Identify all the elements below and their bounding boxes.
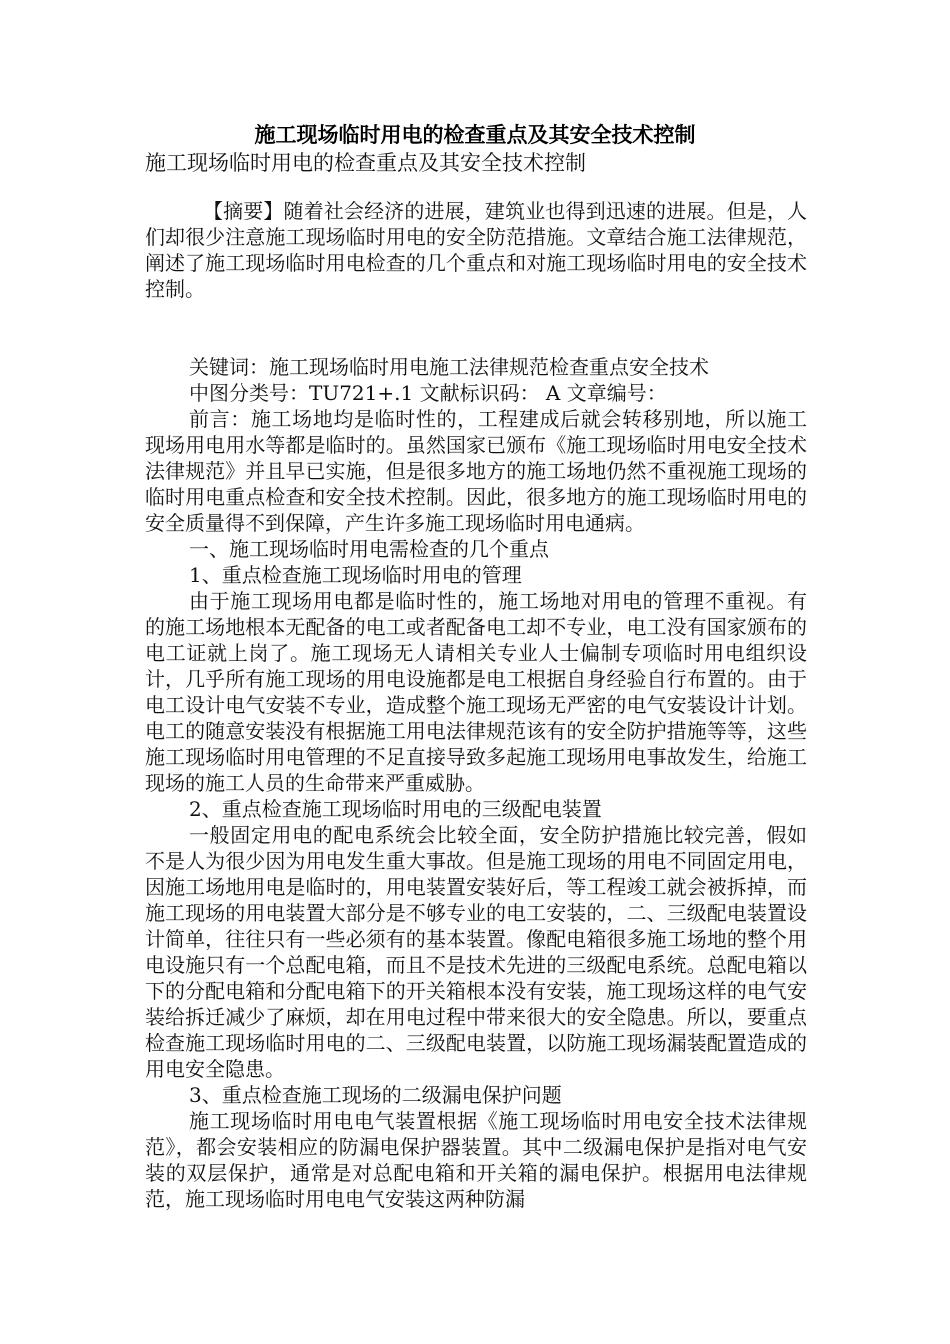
keywords-line: 关键词：施工现场临时用电施工法律规范检查重点安全技术 [189, 355, 709, 379]
subsection-heading-3: 3、重点检查施工现场的二级漏电保护问题 [189, 1083, 562, 1107]
paragraph-spacer [145, 328, 807, 354]
subsection-body-2: 一般固定用电的配电系统会比较全面，安全防护措施比较完善，假如不是人为很少因为用电发生重大事故。但是施工现场的用电不同固定用电，因施工场地用电是临时的，用电装置安装好后，等工程竣工就会被拆掉，而施工现场的用电装置大部分是不够专业的电工安装的，二、三级配电装置设计简单，往往只有一些必须有的基本装置。像配电箱很多施工场地的整个用电设施只有一个总配电箱，而且不是技术先进的三级配电系统。总配电箱以下的分配电箱和分配电箱下的开关箱根本没有安装，施工现场这样的电气安装给拆迁减少了麻烦，却在用电过程中带来很大的安全隐患。所以，要重点检查施工现场临时用电的二、三级配电装置，以防施工现场漏装配置造成的用电安全隐患。 [145, 823, 807, 1081]
document-subtitle: 施工现场临时用电的检查重点及其安全技术控制 [145, 151, 586, 175]
abstract-paragraph: 【摘要】随着社会经济的进展，建筑业也得到迅速的进展。但是，人们却很少注意施工现场临时用电的安全防范措施。文章结合施工法律规范，阐述了施工现场临时用电检查的几个重点和对施工现场临时用电的安全技术控制。 [145, 199, 807, 301]
section-heading-1: 一、施工现场临时用电需检查的几个重点 [189, 537, 549, 561]
classification-line: 中图分类号：TU721+.1 文献标识码： A 文章编号： [189, 381, 667, 405]
document-body [145, 198, 807, 1212]
paragraph-spacer [145, 302, 807, 328]
document-title: 施工现场临时用电的检查重点及其安全技术控制 [254, 123, 696, 147]
preface-paragraph: 前言：施工场地均是临时性的，工程建成后就会转移别地，所以施工现场用电用水等都是临时的。虽然国家已颁布《施工现场临时用电安全技术法律规范》并且早已实施，但是很多地方的施工场地仍然不重视施工现场的临时用电重点检查和安全技术控制。因此，很多地方的施工现场临时用电的安全质量得不到保障，产生许多施工现场临时用电通病。 [145, 407, 807, 535]
subsection-body-3: 施工现场临时用电电气装置根据《施工现场临时用电安全技术法律规范》，都会安装相应的防漏电保护器装置。其中二级漏电保护是指对电气安装的双层保护，通常是对总配电箱和开关箱的漏电保护。根据用电法律规范，施工现场临时用电电气安装这两种防漏 [145, 1109, 807, 1211]
subsection-heading-1: 1、重点检查施工现场临时用电的管理 [189, 563, 522, 587]
subsection-body-1: 由于施工现场用电都是临时性的，施工场地对用电的管理不重视。有的施工场地根本无配备的电工或者配备电工却不专业，电工没有国家颁布的电工证就上岗了。施工现场无人请相关专业人士偏制专项临时用电组织设计，几乎所有施工现场的用电设施都是电工根据自身经验自行布置的。由于电工设计电气安装不专业，造成整个施工现场无严密的电气安装设计计划。电工的随意安装没有根据施工用电法律规范该有的安全防护措施等等，这些施工现场临时用电管理的不足直接导致多起施工现场用电事故发生，给施工现场的施工人员的生命带来严重威胁。 [145, 589, 807, 795]
subsection-heading-2: 2、重点检查施工现场临时用电的三级配电装置 [189, 797, 602, 821]
